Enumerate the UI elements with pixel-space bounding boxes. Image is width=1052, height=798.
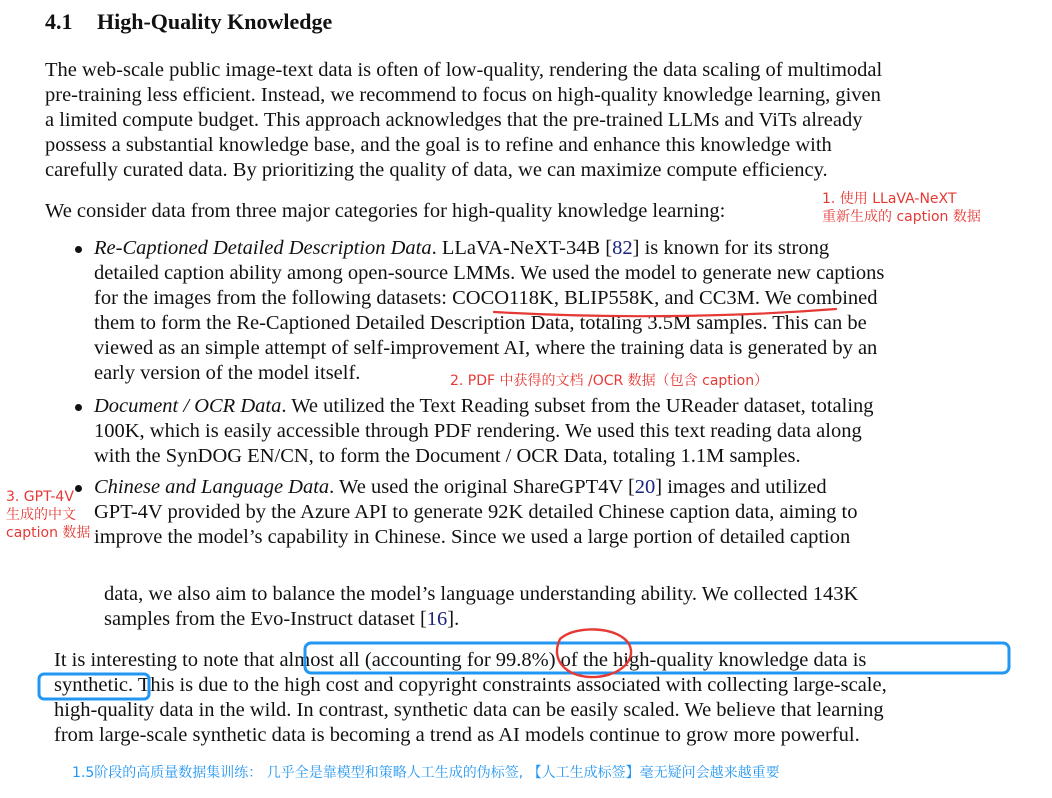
bullet-marker — [75, 246, 82, 253]
section-title: High-Quality Knowledge — [97, 9, 333, 34]
section-number: 4.1 — [45, 9, 73, 34]
text-line: possess a substantial knowledge base, and the goal is to refine and enhance this knowledge with — [45, 134, 832, 156]
continuation-paragraph: data, we also aim to balance the model’s language understanding ability. We collected 143K samples from the Evo-Instruct dataset [16]. — [104, 582, 986, 632]
text-line: detailed caption ability among open-source LMMs. We used the model to generate new captions — [94, 262, 885, 284]
section-heading — [45, 8, 332, 36]
bullet-recaptioned: Re-Captioned Detailed Description Data. LLaVA-NeXT-34B [82] is known for its strong detailed caption ability among open-source LMMs. We used the model to generate new captions for the images from the following datasets: COCO118K, BLIP558K, and CC3M. We combined them to form the Re-Captioned Detailed Description Data, totaling 3.5M samples. This can be viewed as an simple attempt of self-improvement AI, where the training data is generated by an early version of the model itself. — [94, 236, 969, 386]
text-line: data, we also aim to balance the model’s language understanding ability. We collected 143K — [104, 583, 859, 605]
text-line: carefully curated data. By prioritizing the quality of data, we can maximize compute efficiency. — [45, 159, 828, 181]
annotation-summary: 1.5阶段的高质量数据集训练： 几乎全是靠模型和策略人工生成的伪标签, 【人工生成标签】毫无疑问会越来越重要 — [72, 765, 780, 781]
bullet-title: Document / OCR Data — [94, 395, 282, 417]
citation-link[interactable]: 20 — [634, 476, 656, 498]
text-line: The web-scale public image-text data is often of low-quality, rendering the data scaling of multimodal — [45, 59, 883, 81]
text-line: It is interesting to note that almost all (accounting for 99.8%) of the high-quality knowledge data is — [54, 649, 867, 671]
text-line: pre-training less efficient. Instead, we recommend to focus on high-quality knowledge learning, given — [45, 84, 881, 106]
datasets-text: for the images from the following datasets: COCO118K, BLIP558K, and CC3M. — [94, 287, 760, 309]
bullet-chinese-language: Chinese and Language Data. We used the original ShareGPT4V [20] images and utilized GPT-4V provided by the Azure API to generate 92K detailed Chinese caption data, aiming to improve the model’s capability in Chinese. Since we used a large portion of detailed caption — [94, 475, 969, 550]
text-line: high-quality data in the wild. In contrast, synthetic data can be easily scaled. We believe that learning — [54, 699, 884, 721]
text-line: viewed as an simple attempt of self-improvement AI, where the training data is generated by an — [94, 337, 878, 359]
text-line: them to form the Re-Captioned Detailed Description Data, totaling 3.5M samples. This can be — [94, 312, 867, 334]
text-line: synthetic. This is due to the high cost and copyright constraints associated with collecting large-scale, — [54, 674, 887, 696]
bullet-title: Chinese and Language Data — [94, 476, 330, 498]
synthetic-paragraph — [54, 648, 987, 748]
bullet-document-ocr: Document / OCR Data. We utilized the Text Reading subset from the UReader dataset, totaling 100K, which is easily accessible through PDF rendering. We used this text reading data along with the SynDOG EN/CN, to form the Document / OCR Data, totaling 1.1M samples. — [94, 394, 969, 469]
annotation-pdf-ocr: 2. PDF 中获得的文档 /OCR 数据（包含 caption） — [450, 373, 769, 389]
intro-paragraph — [45, 58, 969, 183]
text-line: improve the model’s capability in Chinese. Since we used a large portion of detailed caption — [94, 526, 851, 548]
categories-lead: We consider data from three major categories for high-quality knowledge learning: — [45, 200, 726, 222]
citation-link[interactable]: 82 — [612, 237, 633, 259]
annotation-gpt4v-chinese: 3. GPT-4V 生成的中文 caption 数据 — [6, 489, 91, 541]
text-line: from large-scale synthetic data is becoming a trend as AI models continue to grow more powerful. — [54, 724, 860, 746]
text-line: GPT-4V provided by the Azure API to generate 92K detailed Chinese caption data, aiming to — [94, 501, 858, 523]
text-line: early version of the model itself. — [94, 362, 361, 384]
text-line: a limited compute budget. This approach acknowledges that the pre-trained LLMs and ViTs already — [45, 109, 863, 131]
bullet-title: Re-Captioned Detailed Description Data — [94, 237, 432, 259]
text-line: 100K, which is easily accessible through PDF rendering. We used this text reading data along — [94, 420, 862, 442]
text-line: with the SynDOG EN/CN, to form the Document / OCR Data, totaling 1.1M samples. — [94, 445, 801, 467]
citation-link[interactable]: 16 — [426, 608, 448, 630]
bullet-marker — [75, 404, 82, 411]
annotation-recaption: 1. 使用 LLaVA-NeXT 重新生成的 caption 数据 — [822, 191, 981, 225]
